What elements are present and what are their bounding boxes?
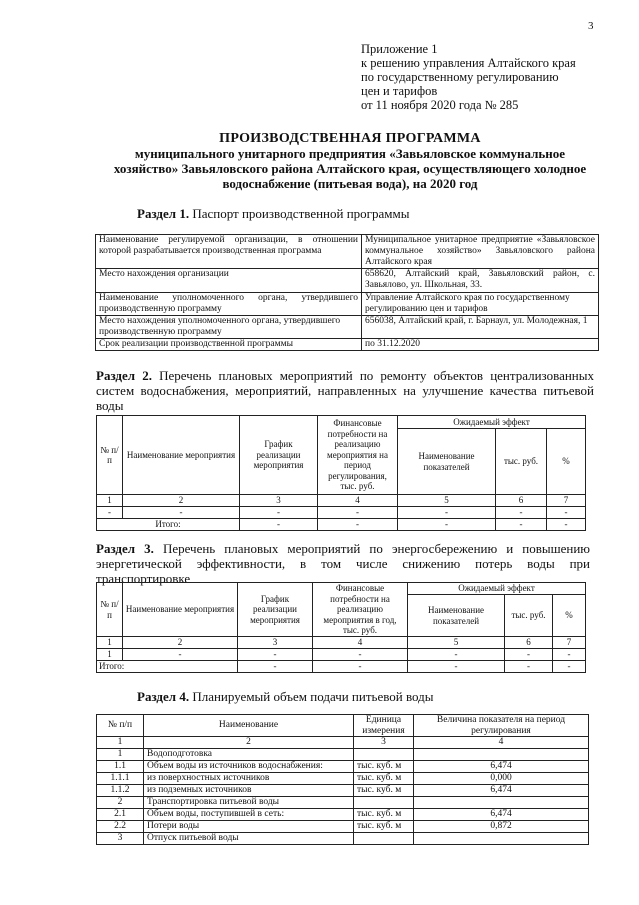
table-cell: из подземных источников — [144, 785, 354, 797]
title-line: водоснабжение (питьевая вода), на 2020 год — [222, 176, 478, 191]
table-cell: тыс. куб. м — [354, 821, 414, 833]
section-title: Перечень плановых мероприятий по энергосбережению и повышению энергетической эффективности, в том числе снижению потерь воды при транспортировке — [96, 541, 590, 586]
repair-measures-table — [96, 415, 586, 531]
table-cell: - — [553, 649, 586, 661]
table-cell: 1 — [97, 749, 144, 761]
column-header: Величина показателя на период регулирования — [414, 715, 589, 737]
table-cell: 5 — [408, 637, 505, 649]
table-cell: Водоподготовка — [144, 749, 354, 761]
column-header: Ожидаемый эффект — [398, 416, 586, 429]
column-header: Наименование мероприятия — [123, 583, 238, 637]
table-cell: Муниципальное унитарное предприятие «Завьяловское коммунальное хозяйство» Завьяловского района Алтайского края — [362, 235, 599, 269]
table-cell: - — [496, 507, 547, 519]
title-line: ПРОИЗВОДСТВЕННАЯ ПРОГРАММА — [219, 131, 481, 146]
table-cell: 6 — [496, 495, 547, 507]
table-cell: 0,000 — [414, 773, 589, 785]
table-cell: - — [408, 649, 505, 661]
table-row — [97, 737, 589, 749]
table-cell: 1 — [97, 495, 123, 507]
table-cell: Объем воды из источников водоснабжения: — [144, 761, 354, 773]
column-header: Ожидаемый эффект — [408, 583, 586, 595]
column-header: % — [547, 429, 586, 495]
passport-table — [95, 234, 599, 351]
table-cell: - — [238, 649, 313, 661]
table-cell: 6,474 — [414, 809, 589, 821]
table-cell: тыс. куб. м — [354, 809, 414, 821]
table-row — [97, 583, 586, 595]
table-cell: Место нахождения организации — [96, 269, 362, 293]
annex-line: по государственному регулированию — [361, 70, 559, 84]
table-cell: - — [238, 661, 313, 673]
table-cell: 2 — [123, 637, 238, 649]
table-cell: Наименование регулируемой организации, в отношении которой разрабатывается производственная программа — [96, 235, 362, 269]
table-cell: 1 — [97, 649, 123, 661]
section1-heading — [137, 206, 409, 222]
table-cell: 7 — [547, 495, 586, 507]
section-label: Раздел 1. — [137, 206, 190, 221]
table-row — [97, 649, 586, 661]
table-cell: 1 — [97, 737, 144, 749]
column-header: № п/п — [97, 715, 144, 737]
table-row — [97, 809, 589, 821]
column-header: График реализации мероприятия — [240, 416, 318, 495]
table-cell: тыс. куб. м — [354, 785, 414, 797]
table-cell: 3 — [354, 737, 414, 749]
table-cell: - — [553, 661, 586, 673]
document-title — [60, 131, 639, 191]
column-header: № п/п — [97, 416, 123, 495]
column-header: График реализации мероприятия — [238, 583, 313, 637]
table-cell: 6,474 — [414, 761, 589, 773]
annex-line: к решению управления Алтайского края — [361, 56, 576, 70]
table-cell: тыс. куб. м — [354, 773, 414, 785]
table-row — [97, 749, 589, 761]
table-cell: Потери воды — [144, 821, 354, 833]
table-row — [96, 339, 599, 351]
table-cell: 2.2 — [97, 821, 144, 833]
table-cell: - — [398, 519, 496, 531]
water-volume-table — [96, 714, 589, 845]
table-cell: 4 — [318, 495, 398, 507]
table-cell: Срок реализации производственной программы — [96, 339, 362, 351]
table-cell: Наименование уполномоченного органа, утвердившего производственную программу — [96, 293, 362, 316]
table-row — [96, 235, 599, 269]
table-cell: 3 — [240, 495, 318, 507]
column-header: Единица измерения — [354, 715, 414, 737]
table-cell: - — [505, 661, 553, 673]
table-row — [97, 637, 586, 649]
table-cell: 0,872 — [414, 821, 589, 833]
table-cell: - — [240, 507, 318, 519]
table-cell: 1.1 — [97, 761, 144, 773]
table-cell — [354, 833, 414, 845]
table-cell: - — [408, 661, 505, 673]
column-header: тыс. руб. — [505, 595, 553, 637]
column-header: % — [553, 595, 586, 637]
table-cell — [354, 797, 414, 809]
table-cell: 7 — [553, 637, 586, 649]
table-cell: 2 — [123, 495, 240, 507]
section-label: Раздел 2. — [96, 368, 152, 383]
table-cell: 1.1.1 — [97, 773, 144, 785]
section3-heading — [96, 541, 590, 586]
table-cell: 1.1.2 — [97, 785, 144, 797]
table-cell: - — [313, 649, 408, 661]
total-label: Итого: — [97, 519, 240, 531]
annex-line: Приложение 1 — [361, 42, 438, 56]
table-cell: Место нахождения уполномоченного органа, утвердившего производственную программу — [96, 316, 362, 339]
table-cell: 1 — [97, 637, 123, 649]
section-title: Паспорт производственной программы — [192, 206, 410, 221]
table-row — [96, 269, 599, 293]
table-cell: - — [318, 507, 398, 519]
table-cell: по 31.12.2020 — [362, 339, 599, 351]
table-cell: - — [505, 649, 553, 661]
section-label: Раздел 4. — [137, 689, 190, 704]
total-label: Итого: — [97, 661, 238, 673]
table-cell: 2 — [97, 797, 144, 809]
table-row — [97, 785, 589, 797]
table-cell: 3 — [238, 637, 313, 649]
column-header: Наименование мероприятия — [123, 416, 240, 495]
table-cell — [354, 749, 414, 761]
column-header: Наименование — [144, 715, 354, 737]
table-row — [97, 833, 589, 845]
table-row — [97, 507, 586, 519]
table-cell: Управление Алтайского края по государственному регулированию цен и тарифов — [362, 293, 599, 316]
column-header: Финансовые потребности на реализацию мероприятия на период регулирования, тыс. руб. — [318, 416, 398, 495]
table-row — [97, 773, 589, 785]
table-cell: 4 — [414, 737, 589, 749]
table-cell: 658620, Алтайский край, Завьяловский район, с. Завьялово, ул. Школьная, 33. — [362, 269, 599, 293]
title-line: муниципального унитарного предприятия «Завьяловское коммунальное — [134, 146, 566, 161]
section-label: Раздел 3. — [96, 541, 154, 556]
table-row — [97, 821, 589, 833]
table-row — [97, 715, 589, 737]
table-cell: - — [313, 661, 408, 673]
table-cell: 2.1 — [97, 809, 144, 821]
column-header: Наименование показателей — [408, 595, 505, 637]
table-row — [97, 416, 586, 429]
table-cell: - — [398, 507, 496, 519]
table-cell: 2 — [144, 737, 354, 749]
title-line: хозяйство» Завьяловского района Алтайского края, осуществляющего холодное — [113, 161, 587, 176]
table-cell: тыс. куб. м — [354, 761, 414, 773]
table-cell — [414, 749, 589, 761]
table-cell: - — [240, 519, 318, 531]
table-row — [97, 761, 589, 773]
table-cell — [414, 833, 589, 845]
table-row — [97, 661, 586, 673]
table-cell: - — [318, 519, 398, 531]
table-cell: - — [547, 507, 586, 519]
table-cell: Транспортировка питьевой воды — [144, 797, 354, 809]
table-cell — [414, 797, 589, 809]
page-number: 3 — [588, 20, 594, 32]
table-cell: - — [123, 507, 240, 519]
column-header: № п/п — [97, 583, 123, 637]
column-header: Наименование показателей — [398, 429, 496, 495]
table-cell: 6,474 — [414, 785, 589, 797]
table-cell: 656038, Алтайский край, г. Барнаул, ул. Молодежная, 1 — [362, 316, 599, 339]
table-cell: Отпуск питьевой воды — [144, 833, 354, 845]
annex-header — [361, 42, 576, 112]
section-title: Перечень плановых мероприятий по ремонту объектов централизованных систем водоснабжения, мероприятий, направленных на улучшение качества питьевой воды — [96, 368, 594, 413]
table-cell: - — [547, 519, 586, 531]
table-cell: - — [123, 649, 238, 661]
table-cell: 6 — [505, 637, 553, 649]
annex-line: цен и тарифов — [361, 84, 438, 98]
table-cell: из поверхностных источников — [144, 773, 354, 785]
section-title: Планируемый объем подачи питьевой воды — [192, 689, 434, 704]
energy-saving-table — [96, 582, 586, 673]
table-row — [97, 519, 586, 531]
column-header: Финансовые потребности на реализацию мероприятия в год, тыс. руб. — [313, 583, 408, 637]
column-header: тыс. руб. — [496, 429, 547, 495]
section4-heading — [137, 689, 434, 705]
table-row — [97, 797, 589, 809]
table-cell: 4 — [313, 637, 408, 649]
annex-line: от 11 ноября 2020 года № 285 — [361, 98, 519, 112]
table-cell: - — [97, 507, 123, 519]
table-row — [96, 316, 599, 339]
table-cell: - — [496, 519, 547, 531]
table-row — [96, 293, 599, 316]
table-cell: 3 — [97, 833, 144, 845]
table-cell: 5 — [398, 495, 496, 507]
table-cell: Объем воды, поступившей в сеть: — [144, 809, 354, 821]
table-row — [97, 495, 586, 507]
section2-heading — [96, 368, 594, 413]
